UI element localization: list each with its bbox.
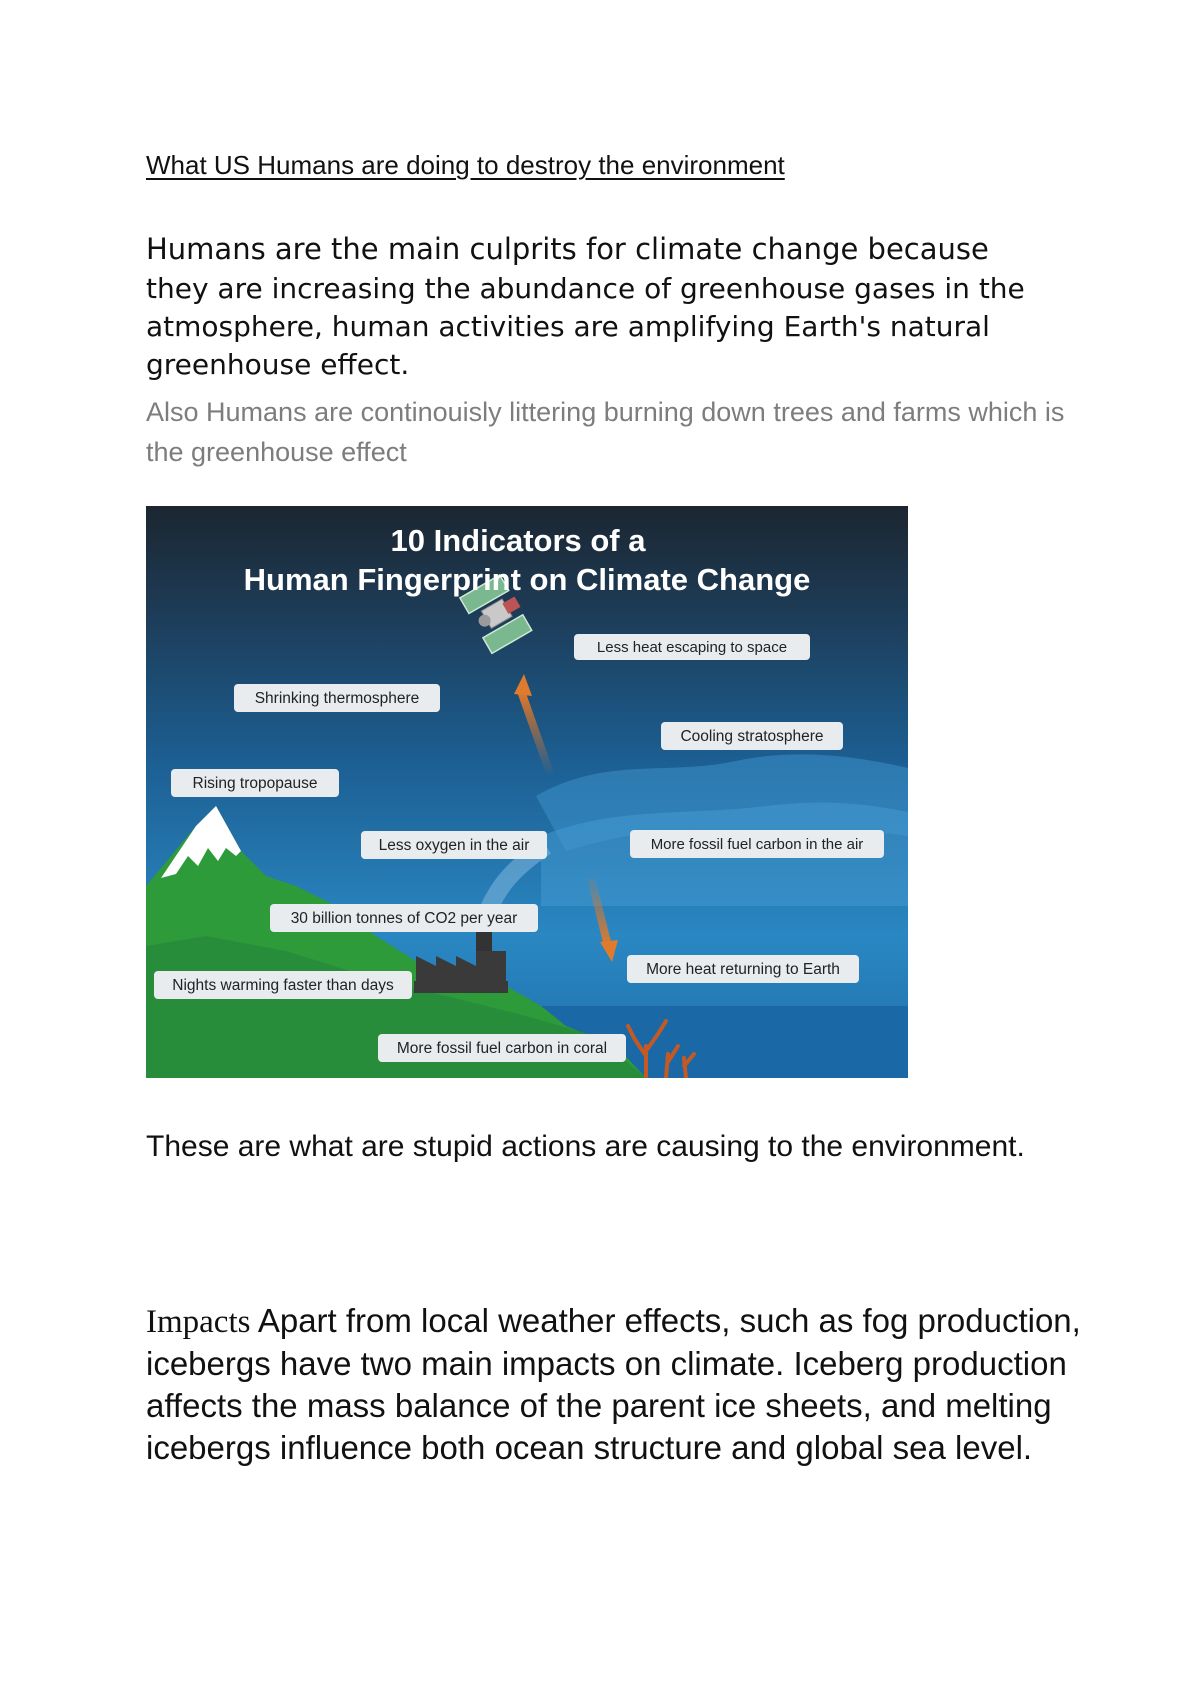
impacts-text: Apart from local weather effects, such as fog production, icebergs have two main impacts on climate. Iceberg production affects the mass balance of the parent ice sheets, and melting icebergs influence both ocean structure and global sea level. xyxy=(146,1302,1081,1466)
label-thermosphere xyxy=(234,684,440,712)
label-tropopause-text: Rising tropopause xyxy=(192,775,318,792)
label-less-heat xyxy=(574,634,810,660)
label-tropopause xyxy=(171,769,339,797)
intro-paragraph xyxy=(146,228,1066,384)
infographic-title-line1: 10 Indicators of a xyxy=(390,523,646,558)
label-less-heat-text: Less heat escaping to space xyxy=(596,639,788,656)
label-fossil-air xyxy=(630,830,884,858)
label-oxygen xyxy=(361,831,547,859)
intro-lead-sentence: Humans are the main culprits for climate change because xyxy=(146,232,989,266)
impacts-paragraph xyxy=(146,1300,1086,1469)
label-oxygen-text: Less oxygen in the air xyxy=(378,837,530,854)
label-co2 xyxy=(270,904,538,932)
label-nights-text: Nights warming faster than days xyxy=(172,977,394,994)
climate-infographic xyxy=(146,506,908,1078)
label-heat-return xyxy=(627,955,859,983)
label-fossil-air-text: More fossil fuel carbon in the air xyxy=(650,836,864,853)
label-co2-text: 30 billion tonnes of CO2 per year xyxy=(290,910,518,927)
label-thermosphere-text: Shrinking thermosphere xyxy=(254,690,420,707)
impacts-label: Impacts xyxy=(146,1304,251,1340)
label-stratosphere xyxy=(661,722,843,750)
label-stratosphere-text: Cooling stratosphere xyxy=(680,728,824,745)
label-coral xyxy=(378,1034,626,1062)
label-coral-text: More fossil fuel carbon in coral xyxy=(396,1040,608,1057)
document-title: What US Humans are doing to destroy the environment xyxy=(146,150,785,180)
label-heat-return-text: More heat returning to Earth xyxy=(646,961,840,978)
infographic-title-line2: Human Fingerprint on Climate Change xyxy=(243,562,811,597)
grey-note-paragraph: Also Humans are continouisly littering burning down trees and farms which is the greenhouse effect xyxy=(146,397,1065,467)
infographic-caption: These are what are stupid actions are causing to the environment. xyxy=(146,1130,1025,1163)
label-nights xyxy=(154,971,412,999)
intro-continuation: they are increasing the abundance of greenhouse gases in the atmosphere, human activities are amplifying Earth's natural greenhouse effect. xyxy=(146,272,1025,381)
